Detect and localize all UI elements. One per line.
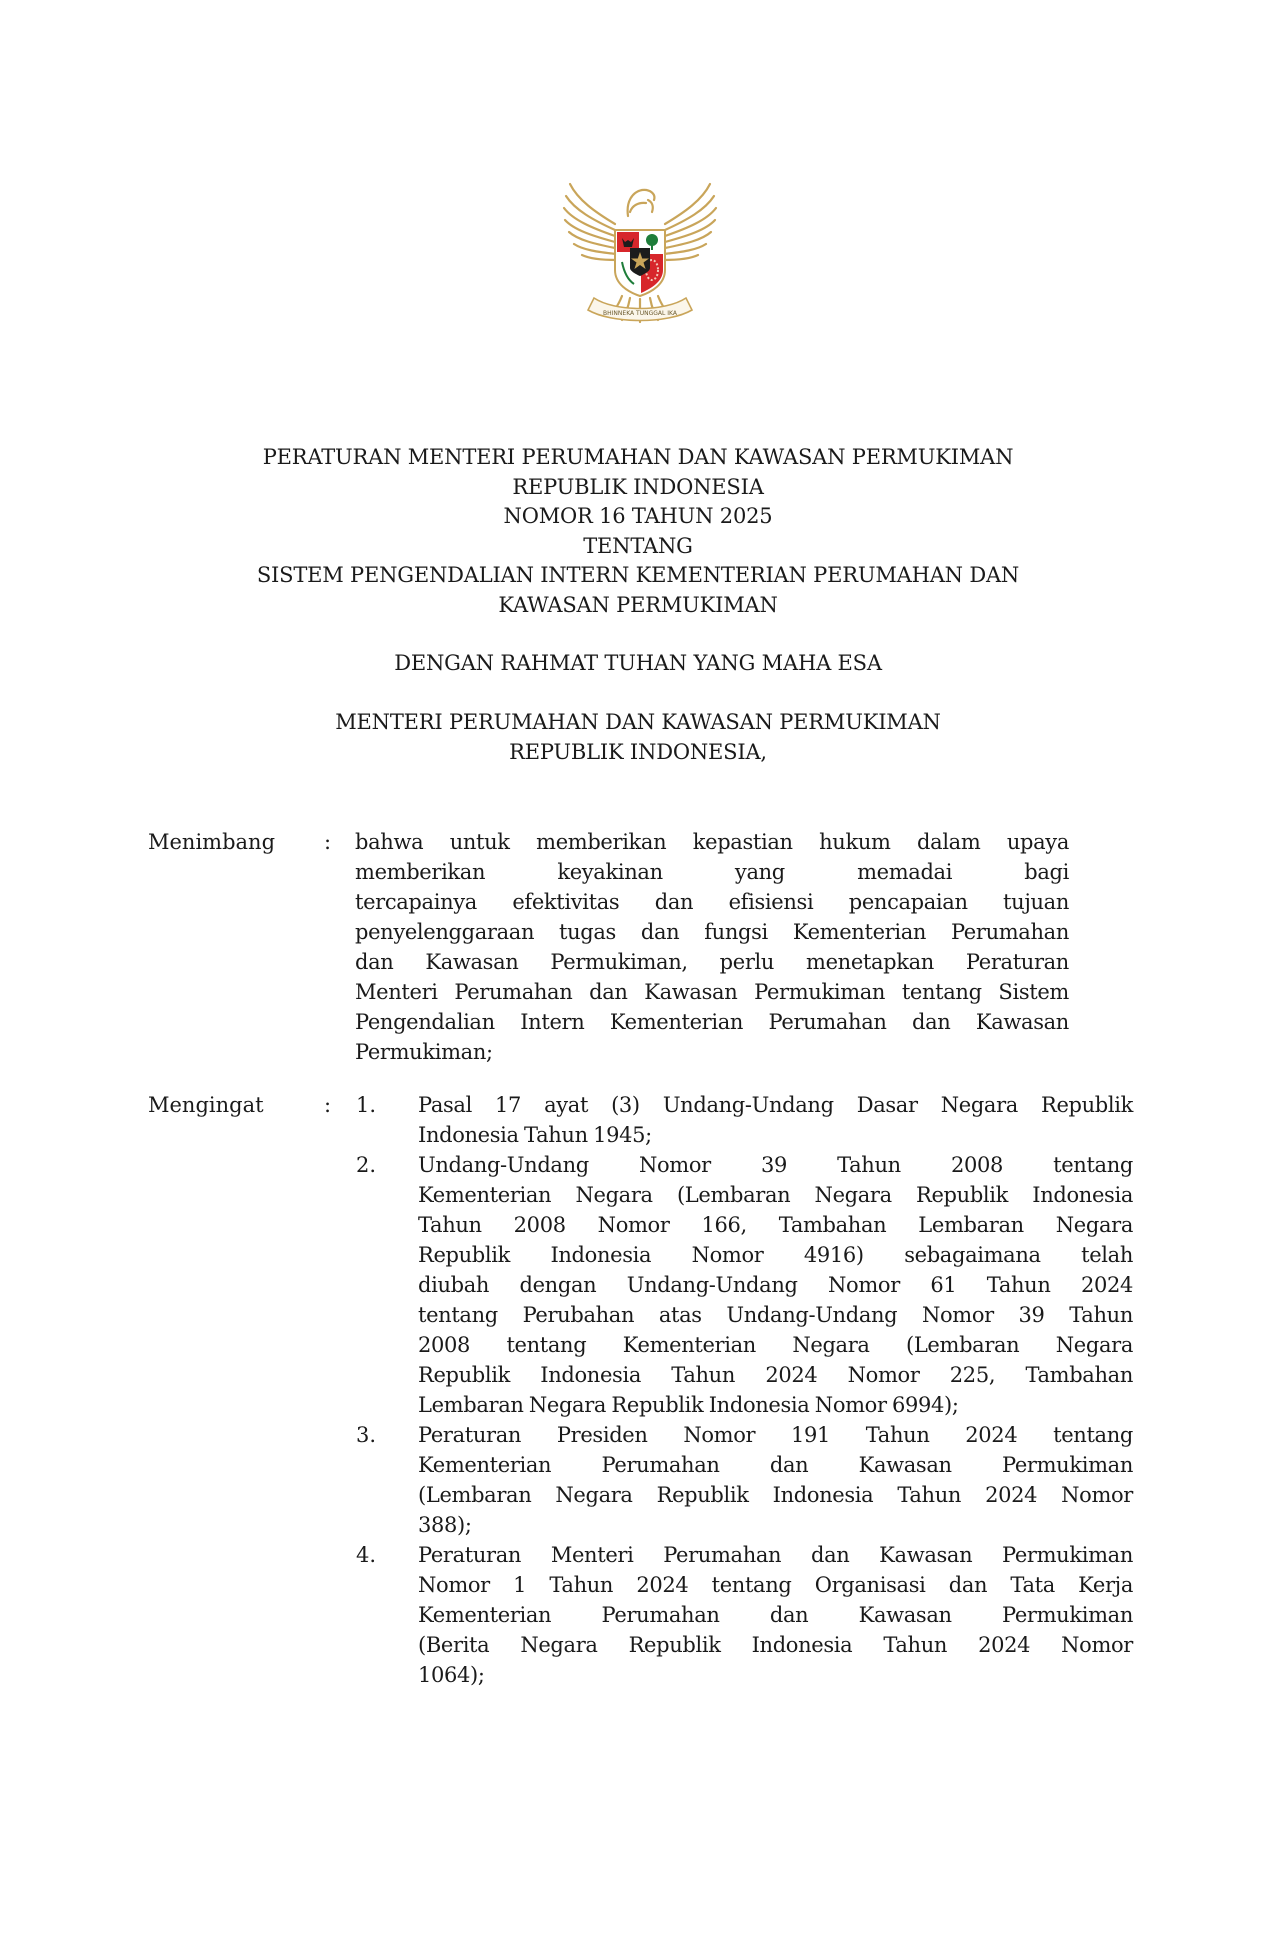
text-line-content: Nomor 1 Tahun 2024 tentang Organisasi dan Tata Kerja <box>418 1573 1133 1597</box>
text-line <box>418 1390 1133 1420</box>
text-line <box>418 1630 1133 1660</box>
issuer-line: MENTERI PERUMAHAN DAN KAWASAN PERMUKIMAN <box>335 710 941 734</box>
text-line <box>418 1540 1133 1570</box>
text-line <box>418 1360 1133 1390</box>
menimbang-label: Menimbang <box>148 830 276 854</box>
item-number: 3. <box>356 1423 377 1447</box>
invocation-text: DENGAN RAHMAT TUHAN YANG MAHA ESA <box>394 651 882 675</box>
text-line <box>418 1300 1133 1330</box>
text-line-content: diubah dengan Undang-Undang Nomor 61 Tahun 2024 <box>418 1273 1133 1297</box>
text-line <box>418 1570 1133 1600</box>
shield-icon <box>615 230 665 296</box>
text-line <box>418 1330 1133 1360</box>
item-text <box>418 1540 1133 1690</box>
text-line <box>355 1037 1069 1067</box>
text-line-content: Peraturan Presiden Nomor 191 Tahun 2024 tentang <box>418 1423 1133 1447</box>
text-line-content: Kementerian Perumahan dan Kawasan Permukiman <box>418 1603 1133 1627</box>
text-line-content: Pengendalian Intern Kementerian Perumahan dan Kawasan <box>355 1010 1069 1034</box>
mengingat-label: Mengingat <box>148 1093 264 1117</box>
title-line: NOMOR 16 TAHUN 2025 <box>503 504 773 528</box>
text-line-content: Republik Indonesia Nomor 4916) sebagaimana telah <box>418 1243 1133 1267</box>
text-line <box>418 1150 1133 1180</box>
text-line <box>418 1660 1133 1690</box>
text-line-content: Permukiman; <box>355 1040 493 1064</box>
regulation-title <box>150 443 1126 620</box>
title-line: TENTANG <box>583 533 693 558</box>
title-line: KAWASAN PERMUKIMAN <box>498 592 778 617</box>
text-line-content: Lembaran Negara Republik Indonesia Nomor 6994); <box>418 1393 959 1417</box>
item-text <box>418 1090 1133 1150</box>
text-line-content: bahwa untuk memberikan kepastian hukum dalam upaya <box>355 830 1069 854</box>
text-line-content: penyelenggaraan tugas dan fungsi Kementerian Perumahan <box>355 920 1069 944</box>
text-line-content: Republik Indonesia Tahun 2024 Nomor 225, Tambahan <box>418 1363 1133 1387</box>
text-line-content: Menteri Perumahan dan Kawasan Permukiman tentang Sistem <box>355 980 1069 1004</box>
text-line <box>355 917 1069 947</box>
text-line-content: (Lembaran Negara Republik Indonesia Tahun 2024 Nomor <box>418 1483 1133 1507</box>
text-line <box>418 1120 1133 1150</box>
text-line <box>418 1240 1133 1270</box>
menimbang-text <box>355 827 1069 1067</box>
title-line: PERATURAN MENTERI PERUMAHAN DAN KAWASAN PERMUKIMAN <box>262 445 1014 469</box>
text-line-content: 1064); <box>418 1663 485 1687</box>
mengingat-item <box>356 1150 1276 1420</box>
text-line-content: memberikan keyakinan yang memadai bagi <box>355 860 1069 884</box>
text-line-content: Kementerian Perumahan dan Kawasan Permukiman <box>418 1453 1133 1477</box>
text-line-content: Kementerian Negara (Lembaran Negara Republik Indonesia <box>418 1183 1133 1207</box>
text-line-content: Indonesia Tahun 1945; <box>418 1123 652 1147</box>
text-line <box>418 1210 1133 1240</box>
issuer <box>150 708 1126 767</box>
menimbang-colon: : <box>324 830 332 854</box>
text-line <box>355 887 1069 917</box>
emblem-graphic <box>560 172 720 330</box>
text-line-content: dan Kawasan Permukiman, perlu menetapkan Peraturan <box>355 950 1069 974</box>
text-line-content: tercapainya efektivitas dan efisiensi pencapaian tujuan <box>355 890 1069 914</box>
text-line <box>418 1180 1133 1210</box>
item-number: 4. <box>356 1543 377 1567</box>
item-number: 2. <box>356 1153 377 1177</box>
mengingat-item <box>356 1420 1276 1540</box>
garuda-pancasila-emblem-icon <box>560 172 720 330</box>
text-line-content: 2008 tentang Kementerian Negara (Lembaran Negara <box>418 1333 1133 1357</box>
text-line <box>418 1450 1133 1480</box>
text-line-content: Undang-Undang Nomor 39 Tahun 2008 tentang <box>418 1153 1133 1177</box>
text-line <box>418 1480 1133 1510</box>
mengingat-colon: : <box>324 1093 332 1117</box>
invocation <box>150 649 1126 679</box>
mengingat-item <box>356 1540 1276 1690</box>
text-line-content: Tahun 2008 Nomor 166, Tambahan Lembaran Negara <box>418 1213 1133 1237</box>
mengingat-item <box>356 1090 1276 1150</box>
text-line <box>418 1270 1133 1300</box>
text-line <box>355 1007 1069 1037</box>
text-line <box>355 857 1069 887</box>
text-line <box>418 1090 1133 1120</box>
text-line-content: Pasal 17 ayat (3) Undang-Undang Dasar Negara Republik <box>418 1093 1133 1117</box>
item-text <box>418 1150 1133 1420</box>
item-number: 1. <box>356 1093 377 1117</box>
title-line: REPUBLIK INDONESIA <box>512 474 764 499</box>
text-line-content: (Berita Negara Republik Indonesia Tahun 2024 Nomor <box>418 1633 1133 1657</box>
text-line <box>355 947 1069 977</box>
text-line <box>418 1420 1133 1450</box>
text-line <box>418 1600 1133 1630</box>
text-line-content: Peraturan Menteri Perumahan dan Kawasan Permukiman <box>418 1543 1133 1567</box>
text-line <box>355 977 1069 1007</box>
text-line-content: tentang Perubahan atas Undang-Undang Nomor 39 Tahun <box>418 1303 1133 1327</box>
issuer-line: REPUBLIK INDONESIA, <box>509 739 767 764</box>
item-text <box>418 1420 1133 1540</box>
emblem-motto: BHINNEKA TUNGGAL IKA <box>603 310 677 317</box>
mengingat-list <box>356 1090 1276 1690</box>
text-line-content: 388); <box>418 1513 472 1537</box>
text-line <box>355 827 1069 857</box>
title-line: SISTEM PENGENDALIAN INTERN KEMENTERIAN PERUMAHAN DAN <box>256 563 1020 587</box>
text-line <box>418 1510 1133 1540</box>
